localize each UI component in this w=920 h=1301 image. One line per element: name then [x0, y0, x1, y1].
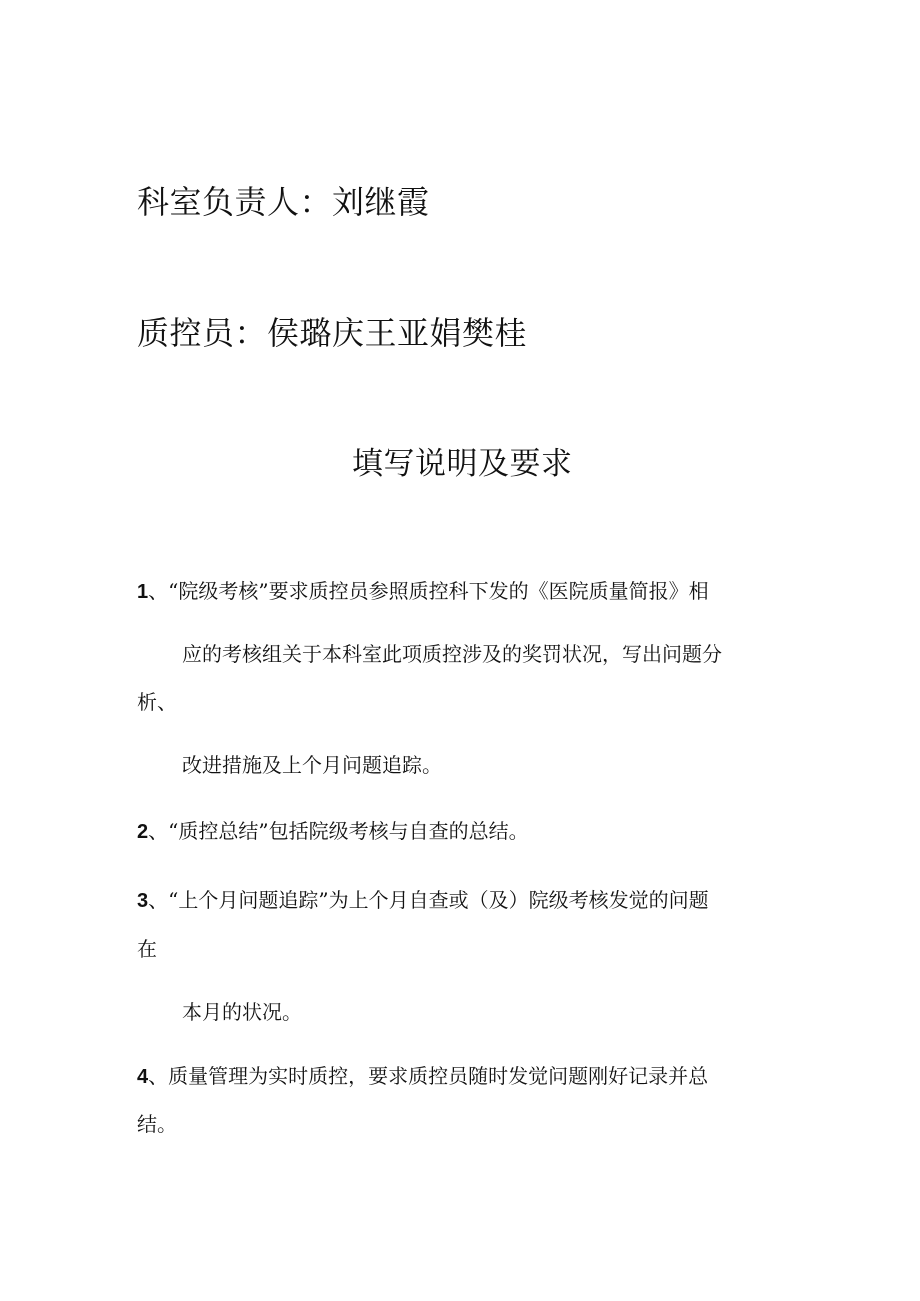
- instruction-text: 、“质控总结”包括院级考核与自查的总结。: [148, 819, 529, 843]
- item-number: 1: [137, 581, 149, 603]
- quality-control-staff-line: 质控员：侯璐庆王亚娟樊桂: [137, 314, 528, 352]
- instruction-item-4: [137, 1062, 708, 1091]
- instruction-item-1: [137, 577, 709, 606]
- instruction-text: 本月的状况。: [182, 1000, 302, 1024]
- instruction-text: 改进措施及上个月问题追踪。: [182, 753, 442, 777]
- item-number: 3: [137, 890, 149, 912]
- instruction-text: 析、: [137, 690, 177, 714]
- item-number: 4: [137, 1066, 149, 1088]
- instruction-item-2: [137, 817, 529, 846]
- instruction-text: 在: [137, 937, 157, 961]
- instruction-text: 应的考核组关于本科室此项质控涉及的奖罚状况，写出问题分: [182, 642, 722, 666]
- item-number: 2: [137, 821, 149, 843]
- instruction-text: 结。: [137, 1112, 177, 1136]
- instruction-item-3: [137, 886, 709, 915]
- section-title: 填写说明及要求: [352, 446, 573, 482]
- department-director-line: 科室负责人：刘继霞: [137, 183, 430, 221]
- instruction-text: 、质量管理为实时质控，要求质控员随时发觉问题刚好记录并总: [148, 1064, 709, 1088]
- instruction-text: 、“院级考核”要求质控员参照质控科下发的《医院质量简报》相: [148, 579, 709, 603]
- instruction-text: 、“上个月问题追踪”为上个月自查或（及）院级考核发觉的问题: [148, 888, 709, 912]
